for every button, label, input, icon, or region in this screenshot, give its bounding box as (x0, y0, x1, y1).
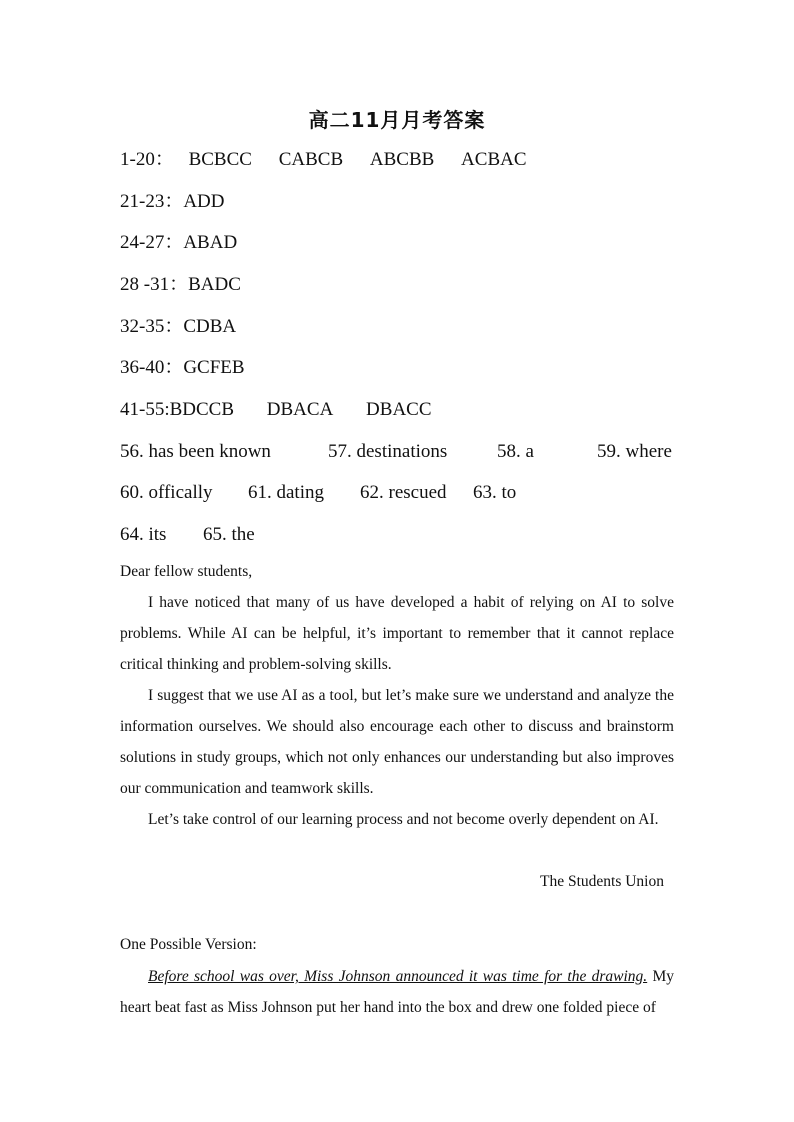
answer-row-32-35 (120, 315, 236, 339)
answer-label: 36-40： (120, 357, 184, 378)
answer-label: 41-55: (120, 399, 170, 420)
page-title: 高二11月月考答案 (308, 108, 486, 132)
fill-answer-59: 59. where (597, 441, 672, 462)
answer-value: CDBA (183, 316, 237, 337)
fill-answer-58: 58. a (497, 441, 534, 462)
answer-value: ABAD (183, 232, 238, 253)
answer-group: ABCBB (369, 149, 435, 170)
fill-answer-65: 65. the (203, 524, 255, 545)
answer-label: 21-23： (120, 191, 184, 212)
fill-answer-64: 64. its (120, 524, 167, 545)
fill-answer-57: 57. destinations (328, 441, 448, 462)
answer-group: DBACC (366, 399, 432, 420)
letter-signoff: The Students Union (540, 873, 664, 890)
answer-group: CABCB (278, 149, 344, 170)
letter-paragraph: Let’s take control of our learning process and not become overly dependent on AI. (148, 811, 659, 828)
answer-group: DBACA (266, 399, 334, 420)
letter-paragraph: I have noticed that many of us have developed a habit of relying on AI to solve problems. While AI can be helpful, it’s important to remember that it cannot replace critical thinking and problem-solving skills. (120, 594, 674, 673)
answer-label: 1-20： (120, 149, 174, 170)
answer-label: 32-35： (120, 316, 184, 337)
letter-paragraph: I suggest that we use AI as a tool, but let’s make sure we understand and analyze the information ourselves. We should also encourage each other to discuss and brainstorm solutions in study groups, which not only enhances our understanding but also improves our communication and teamwork skills. (120, 687, 674, 797)
fill-answer-62: 62. rescued (360, 482, 447, 503)
version-label: One Possible Version: (120, 936, 257, 953)
answer-group: BCBCC (188, 149, 252, 170)
letter-body (120, 556, 674, 835)
answer-value: GCFEB (183, 357, 245, 378)
answer-row-41-55 (120, 398, 432, 422)
answer-row-28-31 (120, 273, 241, 297)
answer-value: ADD (183, 191, 225, 212)
fill-answer-63: 63. to (473, 482, 517, 503)
letter-salutation: Dear fellow students, (120, 563, 253, 580)
answer-label: 28 -31： (120, 274, 189, 295)
story-continuation: My heart beat fast as Miss Johnson put her hand into the box and drew one folded piece of (120, 968, 674, 1016)
answer-group: ACBAC (461, 149, 527, 170)
answer-group: BDCCB (169, 399, 235, 420)
answer-row-24-27 (120, 231, 237, 255)
fill-answer-61: 61. dating (248, 482, 324, 503)
answer-row-36-40 (120, 356, 245, 380)
possible-version-text (120, 961, 674, 1023)
fill-answer-56: 56. has been known (120, 441, 271, 462)
answer-value: BADC (188, 274, 241, 295)
answer-label: 24-27： (120, 232, 184, 253)
answer-row-1-20 (120, 148, 527, 172)
underlined-lead-sentence: Before school was over, Miss Johnson announced it was time for the drawing. (148, 968, 648, 985)
answer-row-21-23 (120, 190, 225, 214)
fill-answer-60: 60. offically (120, 482, 213, 503)
